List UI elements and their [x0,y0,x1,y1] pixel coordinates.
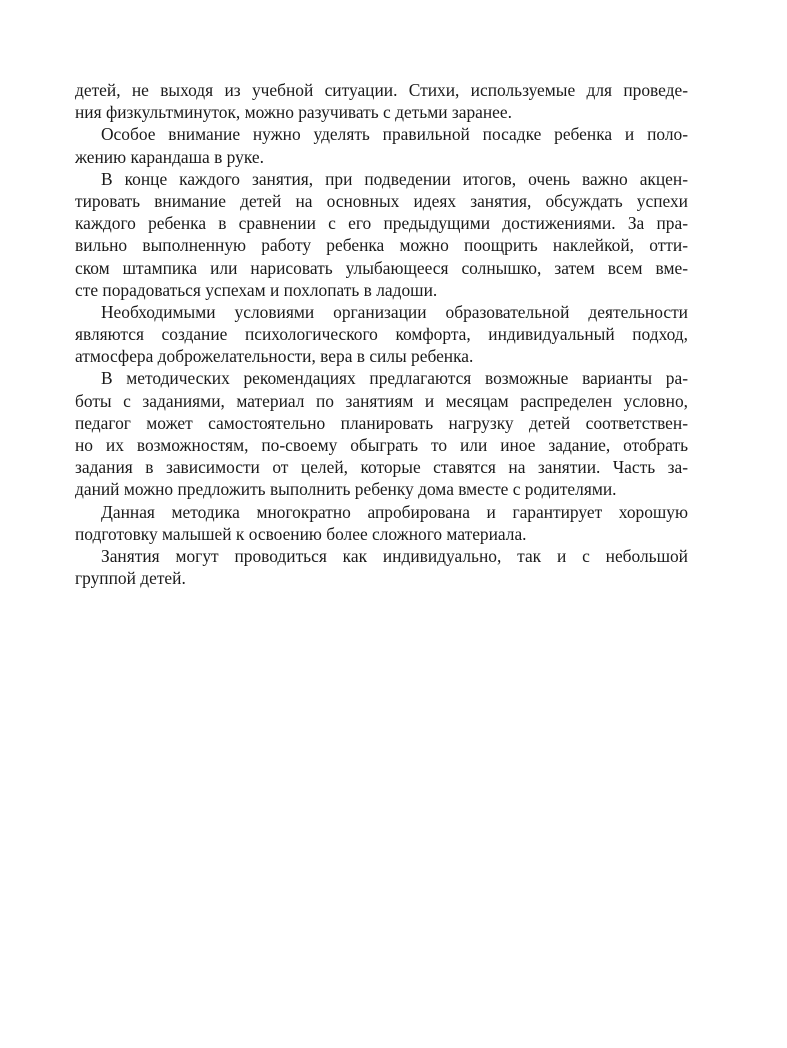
text-line: детей, не выходя из учебной ситуации. Стихи, используемые для проведе- [75,80,688,100]
text-line: каждого ребенка в сравнении с его предыдущими достижениями. За пра- [75,213,688,234]
text-line: педагог может самостоятельно планировать нагрузку детей соответствен- [75,412,688,433]
text-line: Необходимыми условиями организации образовательной деятельности [101,301,688,322]
text-line: боты с заданиями, материал по занятиям и месяцам распределен условно, [75,390,688,411]
text-line: В методических рекомендациях предлагаются возможные варианты ра- [101,368,688,389]
text-line: ния физкультминуток, можно разучивать с детьми заранее. [75,102,512,123]
text-line: являются создание психологического комфорта, индивидуальный подход, [75,324,688,345]
paragraph [75,301,688,368]
paragraph [75,501,688,545]
paragraph [75,168,688,301]
paragraph [75,367,688,500]
text-line: группой детей. [75,568,186,589]
text-line: сте порадоваться успехам и похлопать в ладоши. [75,279,438,300]
text-line: но их возможностям, по-своему обыграть то или иное задание, отобрать [75,435,688,455]
body-text [75,79,688,589]
text-line: ском штампика или нарисовать улыбающееся солнышко, затем всем вме- [75,257,688,278]
text-line: Особое внимание нужно уделять правильной посадке ребенка и поло- [101,124,688,145]
text-line: задания в зависимости от целей, которые ставятся на занятии. Часть за- [75,457,688,478]
paragraph [75,545,688,589]
paragraph [75,123,688,167]
text-line: Занятия могут проводиться как индивидуально, так и с небольшой [101,545,688,566]
text-line: даний можно предложить выполнить ребенку дома вместе с родителями. [75,479,617,500]
text-line: атмосфера доброжелательности, вера в силы ребенка. [75,346,474,367]
text-line: В конце каждого занятия, при подведении итогов, очень важно акцен- [101,168,688,189]
text-line: жению карандаша в руке. [75,146,264,167]
text-line: вильно выполненную работу ребенка можно поощрить наклейкой, отти- [75,235,688,256]
text-line: подготовку малышей к освоению более сложного материала. [75,523,527,544]
text-line: Данная методика многократно апробирована и гарантирует хорошую [101,501,688,522]
text-line: тировать внимание детей на основных идеях занятия, обсуждать успехи [75,190,688,211]
paragraph [75,79,688,123]
